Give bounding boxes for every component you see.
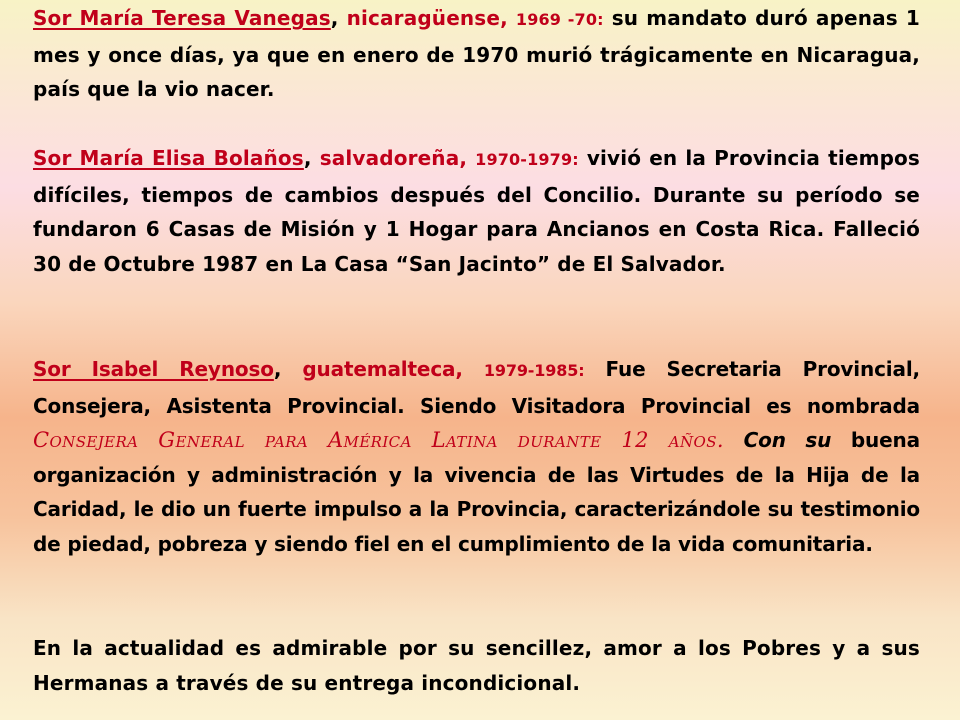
paragraph-elisa-bolanos xyxy=(33,141,920,281)
separator: , xyxy=(330,6,339,30)
nationality: salvadoreña, xyxy=(319,146,468,170)
years: 1970-1979: xyxy=(475,150,579,169)
nationality: nicaragüense, xyxy=(346,6,508,30)
body-text: su mandato duró apenas 1 mes y once días, ya que en enero de 1970 murió trágicamente en Nicaragua, país que la vio nacer. xyxy=(33,6,920,101)
years: 1969 -70: xyxy=(515,10,604,29)
nationality: guatemalteca, xyxy=(302,357,463,381)
name-teresa-vanegas: Sor María Teresa Vanegas xyxy=(33,6,331,30)
years: 1979-1985: xyxy=(483,361,585,380)
paragraph-closing xyxy=(33,631,920,700)
body-text: En la actualidad es admirable por su sencillez, amor a los Pobres y a sus Hermanas a través de su entrega incondicional. xyxy=(33,636,920,695)
separator: , xyxy=(273,357,282,381)
body-text-b: buena organización y administración y la vivencia de las Virtudes de la Hija de la Caridad, le dio un fuerte impulso a la Provincia, caracterizándole su testimonio de piedad, pobreza y siendo fiel en el cumplimiento de la vida comunitaria. xyxy=(33,428,920,556)
name-isabel-reynoso: Sor Isabel Reynoso xyxy=(33,357,274,381)
name-elisa-bolanos: Sor María Elisa Bolaños xyxy=(33,146,304,170)
separator: , xyxy=(303,146,312,170)
highlight-title: Consejera General para América Latina durante 12 años. xyxy=(33,428,724,452)
paragraph-teresa-vanegas xyxy=(33,1,920,107)
body-text: vivió en la Provincia tiempos difíciles, tiempos de cambios después del Concilio. Durante su período se fundaron 6 Casas de Misión y 1 Hogar para Ancianos en Costa Rica. Falleció 30 de Octubre 1987 en La Casa “San Jacinto” de El Salvador. xyxy=(33,146,920,276)
italic-text: Con su xyxy=(743,428,832,452)
paragraph-isabel-reynoso xyxy=(33,352,920,561)
body-text-a: Fue Secretaria Provincial, Consejera, Asistenta Provincial. Siendo Visitadora Provincial es nombrada xyxy=(33,357,920,418)
